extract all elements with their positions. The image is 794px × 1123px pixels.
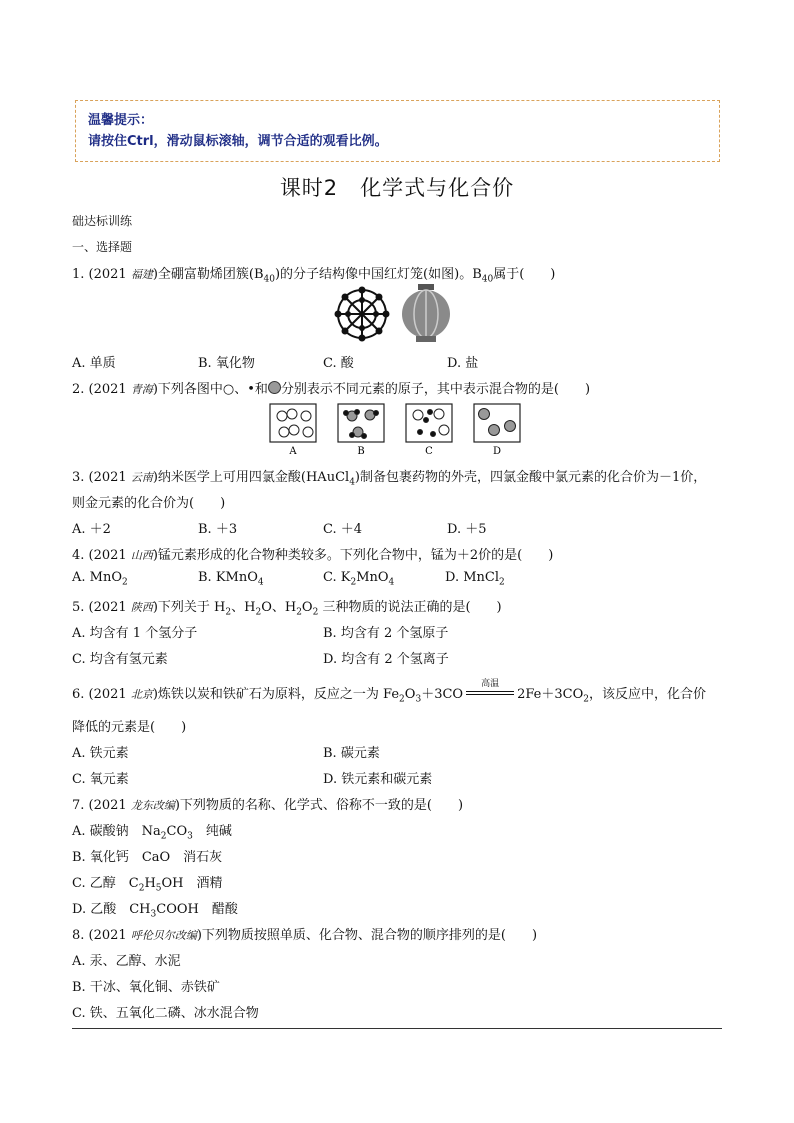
question-7: 7. (2021 龙东改编)下列物质的名称、化学式、俗称不一致的是( ): [72, 798, 464, 813]
tip-box: [75, 100, 720, 162]
q3-option-d: D. ＋5: [447, 522, 487, 537]
question-4: 4. (2021 山西)锰元素形成的化合物种类较多。下列化合物中，锰为＋2价的是( ): [72, 548, 554, 563]
q3-option-c: C. ＋4: [323, 522, 363, 537]
question-6: 6. (2021 北京)炼铁以炭和铁矿石为原料，反应之一为 $Fe_2O_3+3CO$ 高温 $2Fe+3CO_2$，该反应中，化合价: [72, 679, 706, 705]
q4-option-d: D. MnCl$_2$: [445, 570, 505, 588]
q5-option-b: B. 均含有 2 个氢原子: [323, 626, 449, 641]
q7-option-d: D. 乙酸 $CH_3COOH$ 醋酸: [72, 902, 238, 920]
box-a-atoms: [277, 409, 313, 437]
box-c-atoms: [413, 409, 449, 437]
q1-option-c: C. 酸: [323, 356, 354, 371]
box-b-label: B: [357, 446, 365, 457]
question-3-line-2: 则金元素的化合价为( ): [72, 496, 226, 511]
lantern-image: [402, 284, 450, 342]
q4-option-a: A. MnO$_2$: [72, 570, 128, 588]
q3-option-a: A. ＋2: [72, 522, 111, 537]
q6-option-d: D. 铁元素和碳元素: [323, 772, 433, 787]
q8-option-a: A. 汞、乙醇、水泥: [72, 954, 181, 969]
q7-option-b: B. 氧化钙 CaO 消石灰: [72, 850, 223, 865]
q6-option-b: B. 碳元素: [323, 746, 380, 761]
q7-option-a: A. 碳酸钠 $Na_2CO_3$ 纯碱: [72, 824, 232, 842]
reaction-condition: 高温: [466, 685, 514, 699]
section-heading: 础达标训练: [72, 214, 133, 228]
tip-heading: 温馨提示：: [88, 113, 154, 128]
question-1: 1. (2021 福建)全硼富勒烯团簇$(B_{40})$的分子结构像中国红灯笼(如图)。$B_{40}$属于( ): [72, 267, 556, 285]
q3-option-b: B. ＋3: [198, 522, 238, 537]
question-2: 2. (2021 青海)下列各图中○、•和 分别表示不同元素的原子，其中表示混合物的是( ): [72, 382, 591, 397]
page-title: 课时2 化学式与化合价: [279, 176, 515, 200]
question-5: 5. (2021 陕西)下列关于 $H_2$、$H_2O$、$H_2O_2$ 三种物质的说法正确的是( ): [72, 600, 502, 618]
q6-option-a: A. 铁元素: [72, 746, 129, 761]
question-6-line-2: 降低的元素是( ): [72, 720, 187, 735]
box-d-label: D: [492, 446, 502, 457]
box-b-atoms: [344, 410, 379, 439]
question-3: 3. (2021 云南)纳米医学上可用四氯金酸(HAuCl$_4$)制备包裹药物的外壳，四氯金酸中氯元素的化合价为－1价，: [72, 470, 707, 488]
part-heading: 一、选择题: [72, 240, 133, 254]
box-d-atoms: [479, 409, 516, 436]
q2-figure: [268, 402, 528, 458]
q1-option-a: A. 单质: [72, 356, 116, 371]
q1-option-b: B. 氧化物: [198, 356, 255, 371]
q7-option-c: C. 乙醇 $C_2H_5OH$ 酒精: [72, 876, 223, 894]
box-a-label: A: [289, 446, 297, 457]
q8-option-b: B. 干冰、氧化铜、赤铁矿: [72, 980, 220, 995]
gray-atom-icon: [268, 381, 281, 394]
q1-figure: [330, 282, 460, 346]
q8-option-c: C. 铁、五氧化二磷、冰水混合物: [72, 1006, 259, 1021]
q4-option-b: B. KMnO$_4$: [198, 570, 264, 588]
question-8: 8. (2021 呼伦贝尔改编)下列物质按照单质、化合物、混合物的顺序排列的是( ): [72, 928, 538, 943]
box-c-label: C: [425, 446, 433, 457]
q5-option-d: D. 均含有 2 个氢离子: [323, 652, 449, 667]
q5-option-c: C. 均含有氢元素: [72, 652, 168, 667]
bottom-divider: [72, 1028, 722, 1029]
q1-option-d: D. 盐: [447, 356, 479, 371]
q4-option-c: C. $K_2MnO_4$: [323, 570, 395, 588]
q6-option-c: C. 氧元素: [72, 772, 129, 787]
q5-option-a: A. 均含有 1 个氢分子: [72, 626, 198, 641]
tip-body: 请按住Ctrl，滑动鼠标滚轴，调节合适的观看比例。: [88, 134, 388, 149]
